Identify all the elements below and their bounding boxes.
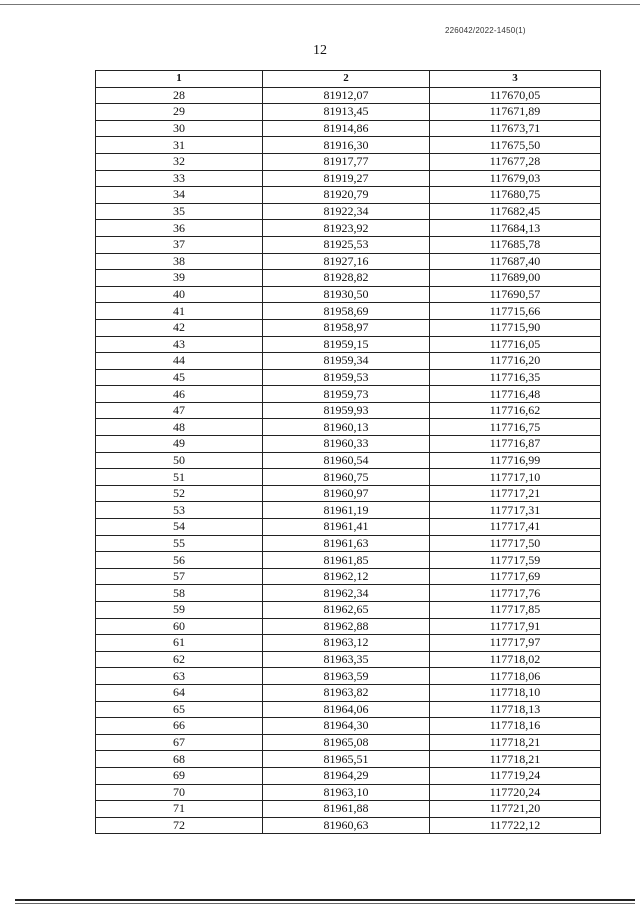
y-coordinate-cell: 117671,89 — [430, 104, 601, 121]
table-row — [96, 220, 601, 237]
y-coordinate-cell: 117718,02 — [430, 651, 601, 668]
point-number-cell: 60 — [96, 618, 263, 635]
x-coordinate-cell: 81962,88 — [263, 618, 430, 635]
y-coordinate-cell: 117718,16 — [430, 718, 601, 735]
point-number-cell: 55 — [96, 535, 263, 552]
point-number-cell: 36 — [96, 220, 263, 237]
table-row — [96, 153, 601, 170]
x-coordinate-cell: 81964,06 — [263, 701, 430, 718]
point-number-cell: 63 — [96, 668, 263, 685]
column-header-x: 2 — [263, 71, 430, 88]
y-coordinate-cell: 117670,05 — [430, 87, 601, 104]
x-coordinate-cell: 81960,33 — [263, 436, 430, 453]
table-row — [96, 502, 601, 519]
table-row — [96, 801, 601, 818]
table-row — [96, 701, 601, 718]
y-coordinate-cell: 117721,20 — [430, 801, 601, 818]
table-row — [96, 452, 601, 469]
point-number-cell: 64 — [96, 684, 263, 701]
y-coordinate-cell: 117717,76 — [430, 585, 601, 602]
x-coordinate-cell: 81927,16 — [263, 253, 430, 270]
y-coordinate-cell: 117717,91 — [430, 618, 601, 635]
bottom-rule-thin — [15, 903, 635, 904]
y-coordinate-cell: 117716,35 — [430, 369, 601, 386]
y-coordinate-cell: 117685,78 — [430, 236, 601, 253]
column-header-y: 3 — [430, 71, 601, 88]
point-number-cell: 71 — [96, 801, 263, 818]
table-row — [96, 170, 601, 187]
table-row — [96, 386, 601, 403]
x-coordinate-cell: 81923,92 — [263, 220, 430, 237]
table-row — [96, 552, 601, 569]
point-number-cell: 59 — [96, 602, 263, 619]
table-row — [96, 635, 601, 652]
bottom-rule — [15, 899, 635, 901]
point-number-cell: 40 — [96, 286, 263, 303]
point-number-cell: 72 — [96, 817, 263, 834]
point-number-cell: 49 — [96, 436, 263, 453]
table-row — [96, 236, 601, 253]
y-coordinate-cell: 117717,69 — [430, 568, 601, 585]
point-number-cell: 53 — [96, 502, 263, 519]
point-number-cell: 62 — [96, 651, 263, 668]
y-coordinate-cell: 117718,10 — [430, 684, 601, 701]
x-coordinate-cell: 81920,79 — [263, 187, 430, 204]
point-number-cell: 68 — [96, 751, 263, 768]
table-row — [96, 419, 601, 436]
y-coordinate-cell: 117677,28 — [430, 153, 601, 170]
table-row — [96, 120, 601, 137]
point-number-cell: 42 — [96, 319, 263, 336]
x-coordinate-cell: 81959,53 — [263, 369, 430, 386]
x-coordinate-cell: 81963,35 — [263, 651, 430, 668]
y-coordinate-cell: 117719,24 — [430, 767, 601, 784]
y-coordinate-cell: 117716,48 — [430, 386, 601, 403]
x-coordinate-cell: 81919,27 — [263, 170, 430, 187]
point-number-cell: 48 — [96, 419, 263, 436]
x-coordinate-cell: 81928,82 — [263, 270, 430, 287]
y-coordinate-cell: 117715,90 — [430, 319, 601, 336]
table-row — [96, 286, 601, 303]
x-coordinate-cell: 81959,15 — [263, 336, 430, 353]
y-coordinate-cell: 117717,97 — [430, 635, 601, 652]
y-coordinate-cell: 117673,71 — [430, 120, 601, 137]
table-row — [96, 784, 601, 801]
table-row — [96, 817, 601, 834]
table-header-row — [96, 71, 601, 88]
y-coordinate-cell: 117717,21 — [430, 485, 601, 502]
y-coordinate-cell: 117687,40 — [430, 253, 601, 270]
y-coordinate-cell: 117716,62 — [430, 402, 601, 419]
table-row — [96, 87, 601, 104]
x-coordinate-cell: 81912,07 — [263, 87, 430, 104]
column-header-point: 1 — [96, 71, 263, 88]
table-row — [96, 319, 601, 336]
table-row — [96, 684, 601, 701]
point-number-cell: 30 — [96, 120, 263, 137]
x-coordinate-cell: 81959,73 — [263, 386, 430, 403]
x-coordinate-cell: 81961,85 — [263, 552, 430, 569]
x-coordinate-cell: 81963,59 — [263, 668, 430, 685]
x-coordinate-cell: 81963,12 — [263, 635, 430, 652]
x-coordinate-cell: 81961,19 — [263, 502, 430, 519]
y-coordinate-cell: 117679,03 — [430, 170, 601, 187]
table-row — [96, 436, 601, 453]
y-coordinate-cell: 117718,13 — [430, 701, 601, 718]
point-number-cell: 50 — [96, 452, 263, 469]
y-coordinate-cell: 117715,66 — [430, 303, 601, 320]
y-coordinate-cell: 117718,21 — [430, 751, 601, 768]
x-coordinate-cell: 81916,30 — [263, 137, 430, 154]
y-coordinate-cell: 117675,50 — [430, 137, 601, 154]
x-coordinate-cell: 81913,45 — [263, 104, 430, 121]
point-number-cell: 65 — [96, 701, 263, 718]
table-row — [96, 602, 601, 619]
table-row — [96, 535, 601, 552]
y-coordinate-cell: 117720,24 — [430, 784, 601, 801]
x-coordinate-cell: 81960,75 — [263, 469, 430, 486]
point-number-cell: 34 — [96, 187, 263, 204]
table-row — [96, 469, 601, 486]
table-row — [96, 270, 601, 287]
y-coordinate-cell: 117690,57 — [430, 286, 601, 303]
point-number-cell: 69 — [96, 767, 263, 784]
point-number-cell: 29 — [96, 104, 263, 121]
x-coordinate-cell: 81963,10 — [263, 784, 430, 801]
point-number-cell: 32 — [96, 153, 263, 170]
y-coordinate-cell: 117716,99 — [430, 452, 601, 469]
table-row — [96, 668, 601, 685]
x-coordinate-cell: 81914,86 — [263, 120, 430, 137]
y-coordinate-cell: 117689,00 — [430, 270, 601, 287]
point-number-cell: 37 — [96, 236, 263, 253]
point-number-cell: 67 — [96, 734, 263, 751]
x-coordinate-cell: 81959,34 — [263, 353, 430, 370]
x-coordinate-cell: 81917,77 — [263, 153, 430, 170]
point-number-cell: 33 — [96, 170, 263, 187]
top-rule — [0, 4, 640, 5]
y-coordinate-cell: 117717,59 — [430, 552, 601, 569]
y-coordinate-cell: 117682,45 — [430, 203, 601, 220]
table-row — [96, 718, 601, 735]
x-coordinate-cell: 81961,88 — [263, 801, 430, 818]
y-coordinate-cell: 117722,12 — [430, 817, 601, 834]
x-coordinate-cell: 81965,51 — [263, 751, 430, 768]
point-number-cell: 43 — [96, 336, 263, 353]
point-number-cell: 41 — [96, 303, 263, 320]
page-number: 12 — [313, 43, 327, 58]
x-coordinate-cell: 81958,97 — [263, 319, 430, 336]
y-coordinate-cell: 117717,10 — [430, 469, 601, 486]
table-row — [96, 336, 601, 353]
point-number-cell: 58 — [96, 585, 263, 602]
x-coordinate-cell: 81964,29 — [263, 767, 430, 784]
table-row — [96, 303, 601, 320]
y-coordinate-cell: 117717,50 — [430, 535, 601, 552]
point-number-cell: 61 — [96, 635, 263, 652]
y-coordinate-cell: 117717,85 — [430, 602, 601, 619]
point-number-cell: 70 — [96, 784, 263, 801]
x-coordinate-cell: 81960,63 — [263, 817, 430, 834]
x-coordinate-cell: 81961,41 — [263, 519, 430, 536]
table-row — [96, 104, 601, 121]
y-coordinate-cell: 117716,75 — [430, 419, 601, 436]
y-coordinate-cell: 117717,31 — [430, 502, 601, 519]
y-coordinate-cell: 117684,13 — [430, 220, 601, 237]
point-number-cell: 44 — [96, 353, 263, 370]
x-coordinate-cell: 81962,12 — [263, 568, 430, 585]
table-row — [96, 369, 601, 386]
table-row — [96, 519, 601, 536]
x-coordinate-cell: 81960,97 — [263, 485, 430, 502]
point-number-cell: 51 — [96, 469, 263, 486]
x-coordinate-cell: 81922,34 — [263, 203, 430, 220]
x-coordinate-cell: 81965,08 — [263, 734, 430, 751]
table-row — [96, 651, 601, 668]
point-number-cell: 38 — [96, 253, 263, 270]
x-coordinate-cell: 81960,54 — [263, 452, 430, 469]
table-row — [96, 187, 601, 204]
x-coordinate-cell: 81925,53 — [263, 236, 430, 253]
y-coordinate-cell: 117716,87 — [430, 436, 601, 453]
x-coordinate-cell: 81958,69 — [263, 303, 430, 320]
table-row — [96, 585, 601, 602]
table-row — [96, 253, 601, 270]
point-number-cell: 39 — [96, 270, 263, 287]
table-row — [96, 751, 601, 768]
point-number-cell: 47 — [96, 402, 263, 419]
table-row — [96, 353, 601, 370]
coordinates-table — [95, 70, 601, 834]
y-coordinate-cell: 117718,06 — [430, 668, 601, 685]
x-coordinate-cell: 81962,34 — [263, 585, 430, 602]
point-number-cell: 57 — [96, 568, 263, 585]
y-coordinate-cell: 117717,41 — [430, 519, 601, 536]
point-number-cell: 54 — [96, 519, 263, 536]
x-coordinate-cell: 81959,93 — [263, 402, 430, 419]
x-coordinate-cell: 81962,65 — [263, 602, 430, 619]
point-number-cell: 66 — [96, 718, 263, 735]
point-number-cell: 46 — [96, 386, 263, 403]
y-coordinate-cell: 117716,05 — [430, 336, 601, 353]
table-row — [96, 485, 601, 502]
table-row — [96, 402, 601, 419]
x-coordinate-cell: 81963,82 — [263, 684, 430, 701]
point-number-cell: 45 — [96, 369, 263, 386]
table-row — [96, 137, 601, 154]
table-row — [96, 568, 601, 585]
x-coordinate-cell: 81960,13 — [263, 419, 430, 436]
y-coordinate-cell: 117718,21 — [430, 734, 601, 751]
point-number-cell: 35 — [96, 203, 263, 220]
x-coordinate-cell: 81961,63 — [263, 535, 430, 552]
point-number-cell: 31 — [96, 137, 263, 154]
table-row — [96, 734, 601, 751]
y-coordinate-cell: 117680,75 — [430, 187, 601, 204]
table-row — [96, 203, 601, 220]
table-row — [96, 767, 601, 784]
point-number-cell: 52 — [96, 485, 263, 502]
point-number-cell: 56 — [96, 552, 263, 569]
y-coordinate-cell: 117716,20 — [430, 353, 601, 370]
table-row — [96, 618, 601, 635]
x-coordinate-cell: 81964,30 — [263, 718, 430, 735]
document-id: 226042/2022-1450(1) — [445, 26, 526, 35]
point-number-cell: 28 — [96, 87, 263, 104]
x-coordinate-cell: 81930,50 — [263, 286, 430, 303]
